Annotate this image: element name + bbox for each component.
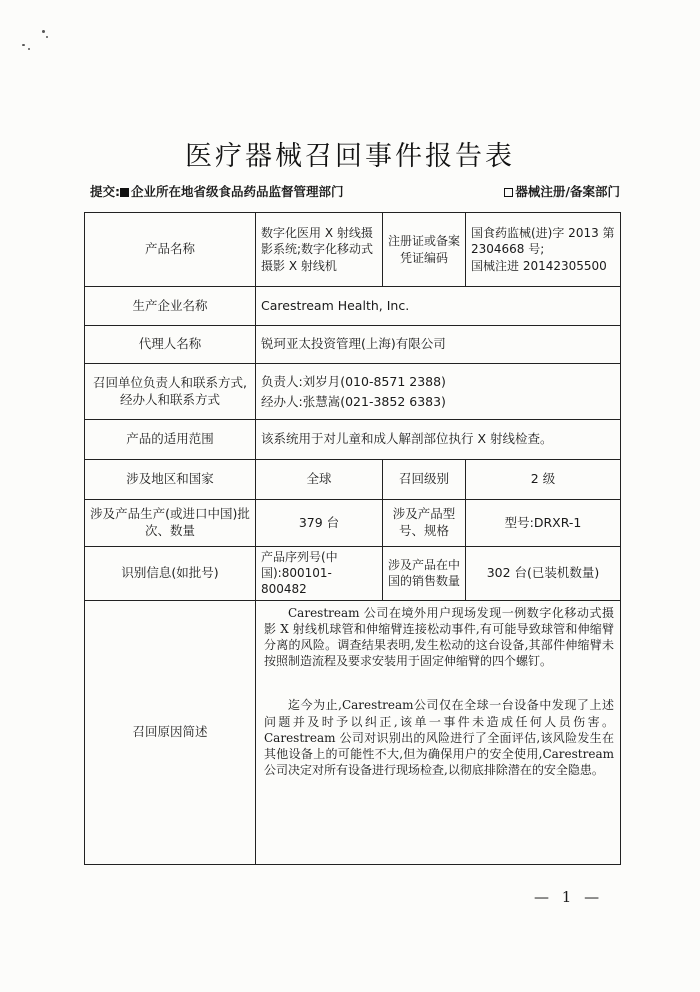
submit-option-selected-label: 企业所在地省级食品药品监督管理部门	[131, 184, 344, 199]
contact-value	[256, 364, 621, 420]
recall-level-label: 召回级别	[383, 460, 466, 500]
submit-option-other	[504, 182, 620, 200]
submit-option-selected	[90, 182, 344, 200]
production-value: 379 台	[256, 500, 383, 547]
page-title: 医疗器械召回事件报告表	[185, 141, 515, 172]
row-production	[85, 500, 621, 547]
reason-value	[256, 600, 621, 864]
identification-value: 产品序列号(中国):800101-800482	[256, 547, 383, 601]
scope-value: 该系统用于对儿童和成人解剖部位执行 X 射线检查。	[256, 420, 621, 460]
row-reason	[85, 600, 621, 864]
registration-label: 注册证或备案凭证编码	[383, 213, 466, 287]
manufacturer-label: 生产企业名称	[85, 287, 256, 326]
handler-person: 经办人:张慧嵩(021-3852 6383)	[261, 393, 446, 409]
model-label: 涉及产品型号、规格	[383, 500, 466, 547]
responsible-person: 负责人:刘岁月(010-8571 2388)	[261, 373, 446, 389]
row-product-name	[85, 213, 621, 287]
recall-level-value: 2 级	[466, 460, 621, 500]
row-agent	[85, 326, 621, 364]
scan-specks	[22, 30, 62, 60]
manufacturer-value: Carestream Health, Inc.	[256, 287, 621, 326]
contact-label: 召回单位负责人和联系方式,经办人和联系方式	[85, 364, 256, 420]
product-name-value: 数字化医用 X 射线摄影系统;数字化移动式摄影 X 射线机	[256, 213, 383, 287]
registration-value-line-2: 国械注进 20142305500	[471, 258, 607, 273]
product-name-label: 产品名称	[85, 213, 256, 287]
page-number: — 1 —	[534, 888, 604, 906]
sales-value: 302 台(已装机数量)	[466, 547, 621, 601]
agent-value: 锐珂亚太投资管理(上海)有限公司	[256, 326, 621, 364]
submit-option-other-label: 器械注册/备案部门	[515, 184, 620, 199]
agent-label: 代理人名称	[85, 326, 256, 364]
sales-label: 涉及产品在中国的销售数量	[383, 547, 466, 601]
reason-label: 召回原因简述	[85, 600, 256, 864]
unchecked-box-icon	[504, 188, 513, 197]
identification-label: 识别信息(如批号)	[85, 547, 256, 601]
region-label: 涉及地区和国家	[85, 460, 256, 500]
recall-report-table	[84, 212, 621, 865]
model-value: 型号:DRXR-1	[466, 500, 621, 547]
row-manufacturer	[85, 287, 621, 326]
submit-prefix: 提交:	[90, 184, 120, 199]
row-contact	[85, 364, 621, 420]
row-scope	[85, 420, 621, 460]
production-label: 涉及产品生产(或进口中国)批次、数量	[85, 500, 256, 547]
registration-value-line-1: 国食药监械(进)字 2013 第 2304668 号;	[471, 226, 615, 257]
registration-value	[466, 213, 621, 287]
region-value: 全球	[256, 460, 383, 500]
reason-paragraph-2: 迄今为止,Carestream公司仅在全球一台设备中发现了上述问题并及时予以纠正,该单一事件未造成任何人员伤害。Carestream 公司对识别出的风险进行了全面评估,该风险发生在其他设备上的可能性不大,但为确保用户的安全使用,Carestream 公司决定对所有设备进行现场检查,以彻底排除潜在的安全隐患。	[264, 698, 614, 778]
row-region	[85, 460, 621, 500]
scope-label: 产品的适用范围	[85, 420, 256, 460]
checked-box-icon	[120, 188, 129, 197]
reason-paragraph-1: Carestream 公司在境外用户现场发现一例数字化移动式摄影 X 射线机球管和伸缩臂连接松动事件,有可能导致球管和伸缩臂分离的风险。调查结果表明,发生松动的这台设备,其部件伸缩臂未按照制造流程及要求安装用于固定伸缩臂的四个螺钉。	[264, 605, 614, 669]
row-identification	[85, 547, 621, 601]
